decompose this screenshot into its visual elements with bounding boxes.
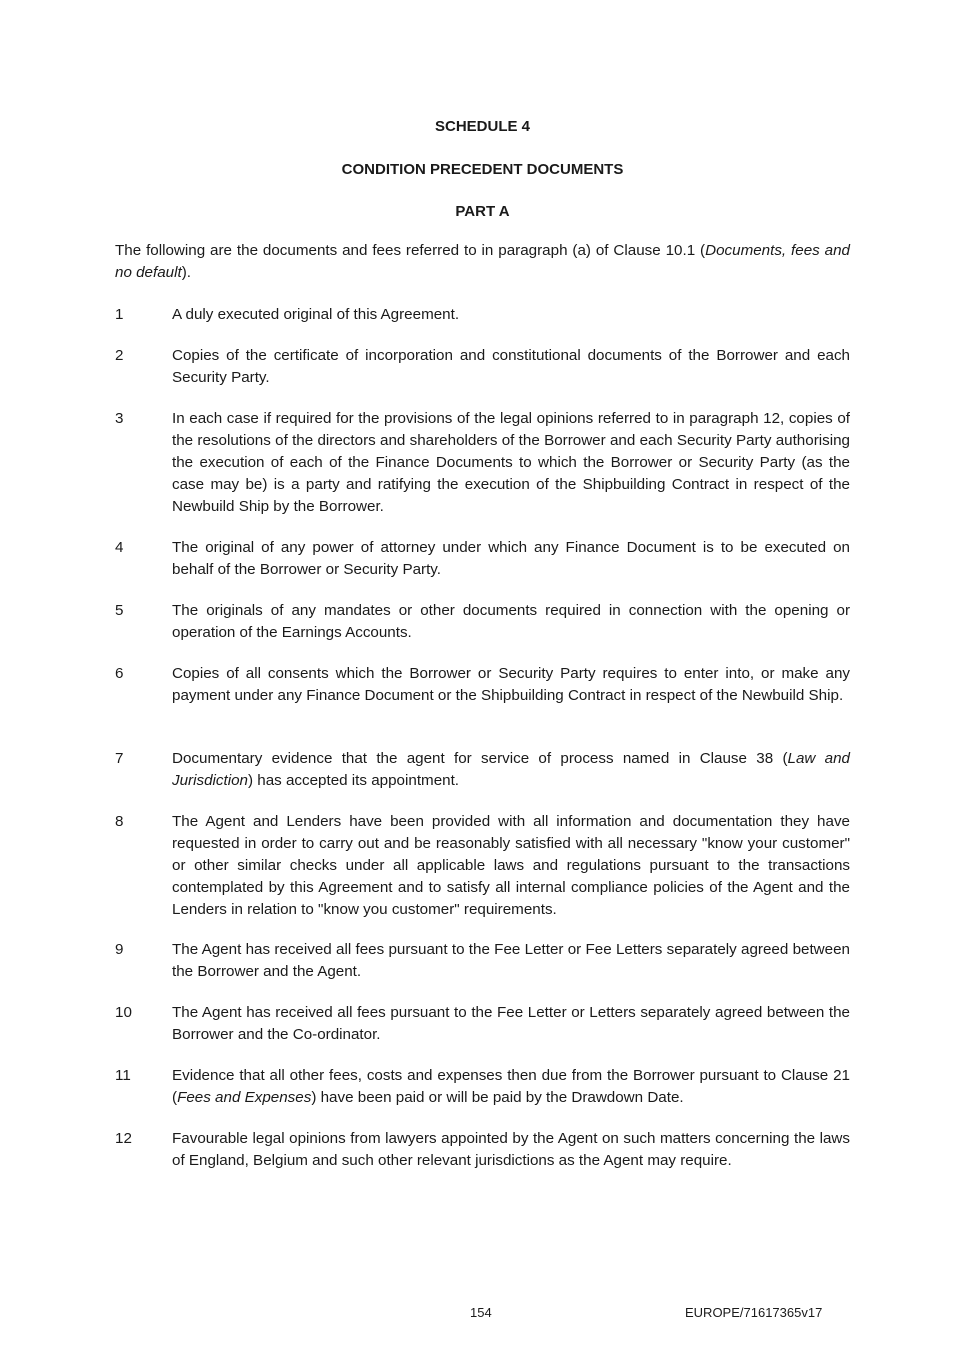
item-number: 9 — [115, 941, 124, 958]
list-item — [115, 1002, 850, 1046]
list-item — [115, 345, 850, 389]
item-text: The Agent has received all fees pursuant to the Fee Letter or Letters separately agreed between the Borrower and the Co-ordinator. — [172, 1004, 850, 1043]
item-number: 11 — [115, 1067, 131, 1084]
item-italic: Fees and Expenses — [177, 1089, 312, 1106]
item-number: 6 — [115, 665, 124, 682]
document-reference: EUROPE/71617365v17 — [685, 1305, 823, 1320]
item-text: Copies of all consents which the Borrower or Security Party requires to enter into, or make any payment under any Finance Document or the Shipbuilding Contract in respect of the Newbuild Ship. — [172, 665, 850, 704]
item-number: 7 — [115, 750, 124, 767]
item-text-start: Documentary evidence that the agent for service of process named in Clause 38 ( — [172, 750, 788, 767]
item-italic: Law and Jurisdiction — [172, 750, 851, 789]
intro-text-end: ). — [181, 264, 191, 281]
item-text — [172, 748, 850, 792]
intro-paragraph — [115, 240, 850, 284]
list-item — [115, 1128, 850, 1172]
list-item — [115, 663, 850, 707]
item-text-end: ) has accepted its appointment. — [247, 772, 460, 789]
item-text: The Agent has received all fees pursuant to the Fee Letter or Fee Letters separately agreed between the Borrower and the Agent. — [172, 941, 850, 980]
item-text: The originals of any mandates or other documents required in connection with the opening or operation of the Earnings Accounts. — [172, 602, 850, 641]
item-number: 5 — [115, 602, 124, 619]
item-number: 12 — [115, 1130, 132, 1147]
part-heading: PART A — [455, 203, 510, 220]
item-text-end: ) have been paid or will be paid by the Drawdown Date. — [311, 1089, 684, 1106]
page-number: 154 — [470, 1305, 492, 1320]
intro-italic: Documents, fees and no default — [115, 242, 850, 281]
list-item — [115, 748, 850, 792]
list-item — [115, 939, 850, 983]
list-item — [115, 600, 850, 644]
item-text: Copies of the certificate of incorporation and constitutional documents of the Borrower and each Security Party. — [172, 347, 850, 386]
item-number: 4 — [115, 539, 124, 556]
item-text: The Agent and Lenders have been provided with all information and documentation they have requested in order to carry out and be reasonably satisfied with all necessary "know your customer" or other similar checks under all applicable laws and regulations pursuant to the transactions contemplated by this Agreement and to satisfy all internal compliance policies of the Agent and the Lenders in relation to "know you customer" requirements. — [172, 813, 850, 918]
list-item — [115, 537, 850, 581]
title-heading: CONDITION PRECEDENT DOCUMENTS — [341, 161, 624, 178]
item-text: A duly executed original of this Agreement. — [172, 306, 460, 323]
item-text-start: Evidence that all other fees, costs and expenses then due from the Borrower pursuant to Clause 21 ( — [172, 1067, 850, 1106]
item-text: Favourable legal opinions from lawyers appointed by the Agent on such matters concerning the laws of England, Belgium and such other relevant jurisdictions as the Agent may require. — [172, 1130, 850, 1169]
item-number: 3 — [115, 410, 124, 427]
item-text: The original of any power of attorney under which any Finance Document is to be executed on behalf of the Borrower or Security Party. — [172, 539, 850, 578]
intro-text: The following are the documents and fees referred to in paragraph (a) of Clause 10.1 ( — [115, 242, 706, 259]
item-number: 2 — [115, 347, 124, 364]
schedule-heading: SCHEDULE 4 — [434, 118, 531, 135]
item-text — [172, 1065, 850, 1109]
item-text: In each case if required for the provisions of the legal opinions referred to in paragraph 12, copies of the resolutions of the directors and shareholders of the Borrower and each Security Party authorising the execution of each of the Finance Documents to which the Borrower or Security Party (as the case may be) is a party and ratifying the execution of the Shipbuilding Contract in respect of the Newbuild Ship by the Borrower. — [172, 410, 850, 515]
list-item — [115, 304, 850, 326]
list-item — [115, 811, 850, 921]
item-number: 8 — [115, 813, 124, 830]
item-number: 1 — [115, 306, 124, 323]
list-item — [115, 1065, 850, 1109]
item-number: 10 — [115, 1004, 132, 1021]
list-item — [115, 408, 850, 518]
